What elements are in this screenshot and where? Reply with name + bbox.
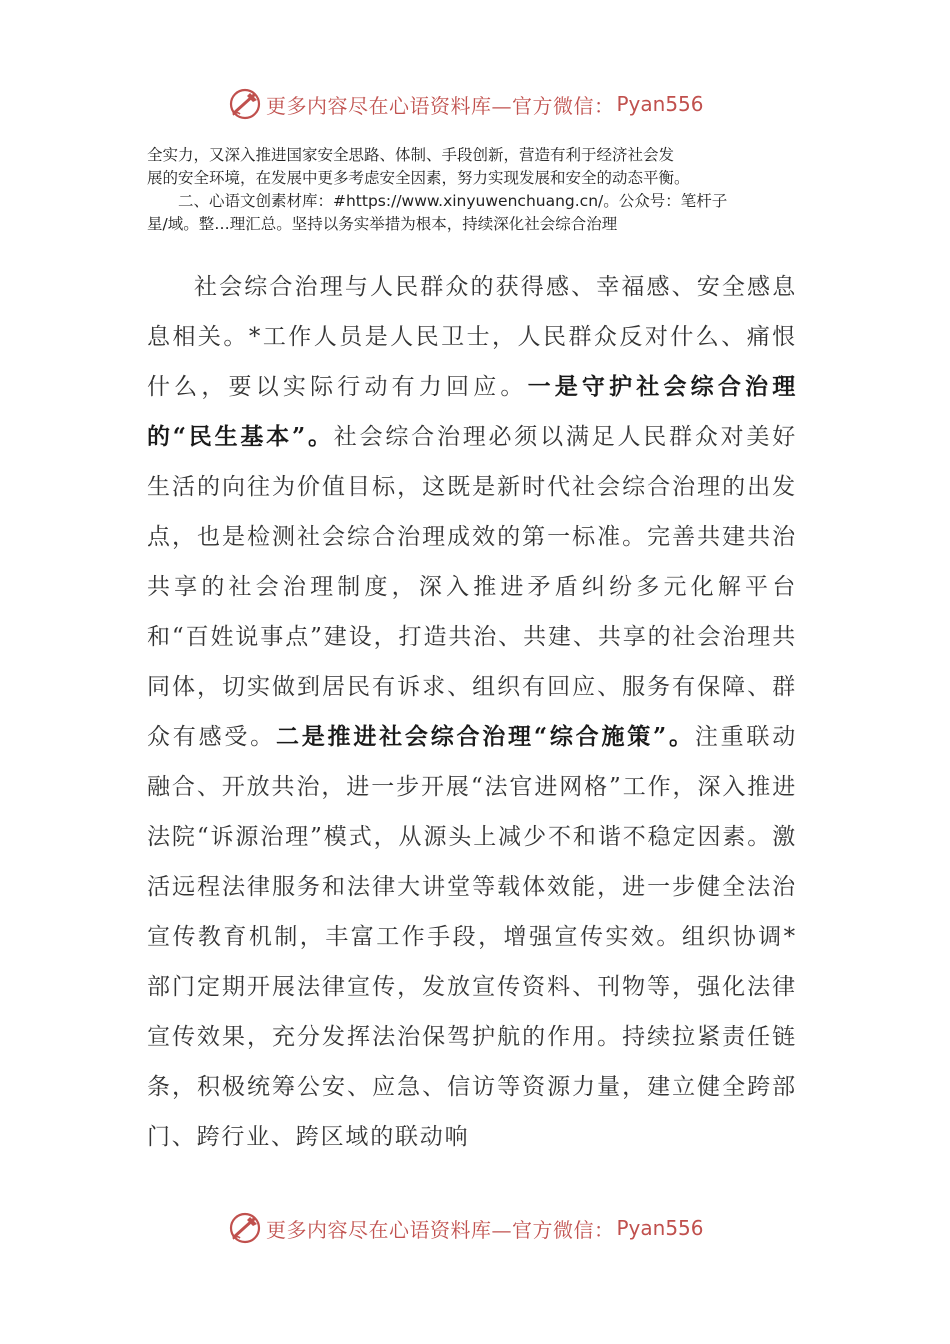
footer-banner-text: 更多内容尽在心语资料库—官方微信： xyxy=(266,1217,615,1242)
small-text-block xyxy=(147,144,807,236)
body-segment-3: 注重联动融合、开放共治，进一步开展“法官进网格”工作，深入推进法院“诉源治理”模式，从源头上减少不和谐不稳定因素。激活远程法律服务和法律大讲堂等载体效能，进一步健全法治宣传教育机制，丰富工作手段，增强宣传实效。组织协调*部门定期开展法律宣传，发放宣传资料、刊物等，强化法律宣传效果，充分发挥法治保驾护航的作用。持续拉紧责任链条，积极统筹公安、应急、信访等资源力量，建立健全跨部门、跨行业、跨区域的联动响 xyxy=(147,724,798,1150)
body-bold-1: 一是守护社会综合治理的“民生基本”。 xyxy=(147,373,798,450)
pen-logo-icon xyxy=(228,1211,262,1245)
paragraph-body xyxy=(147,262,797,1162)
body-bold-2: 二是推进社会综合治理“综合施策”。 xyxy=(275,723,695,750)
header-banner-id: Pyan556 xyxy=(616,92,704,116)
header-banner xyxy=(228,84,704,124)
small-text-line-4: 星/域。整…理汇总。坚持以务实举措为根本，持续深化社会综合治理 xyxy=(147,215,618,233)
pen-logo-icon xyxy=(228,87,262,121)
main-paragraph xyxy=(147,262,797,1162)
footer-banner-id: Pyan556 xyxy=(616,1216,704,1240)
small-text-line-3: 二、心语文创素材库：#https://www.xinyuwenchuang.cn/。公众号：笔杆子 xyxy=(178,192,728,210)
body-segment-1: 社会综合治理与人民群众的获得感、幸福感、安全感息息相关。*工作人员是人民卫士，人民群众反对什么、痛恨什么，要以实际行动有力回应。 xyxy=(147,274,797,400)
header-banner-text: 更多内容尽在心语资料库—官方微信： xyxy=(266,93,615,118)
footer-banner xyxy=(228,1208,704,1248)
small-text-line-2: 展的安全环境，在发展中更多考虑安全因素，努力实现发展和安全的动态平衡。 xyxy=(147,169,690,187)
small-text-line-1: 全实力，又深入推进国家安全思路、体制、手段创新，营造有利于经济社会发 xyxy=(147,146,675,164)
body-segment-2: 社会综合治理必须以满足人民群众对美好生活的向往为价值目标，这既是新时代社会综合治理的出发点，也是检测社会综合治理成效的第一标准。完善共建共治共享的社会治理制度，深入推进矛盾纠纷多元化解平台和“百姓说事点”建设，打造共治、共建、共享的社会治理共同体，切实做到居民有诉求、组织有回应、服务有保障、群众有感受。 xyxy=(147,424,798,750)
